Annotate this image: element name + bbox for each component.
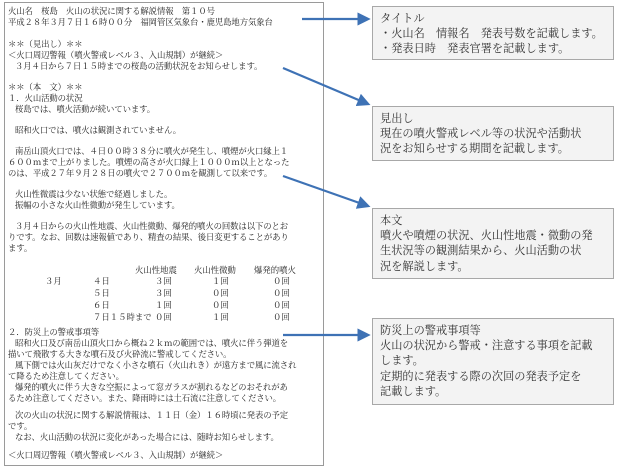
section2-title: ２．防災上の警戒事項等 — [8, 327, 100, 337]
table-cell: ０回 — [212, 300, 229, 310]
table-cell: ０回 — [155, 312, 172, 322]
table-cell: ３回 — [155, 288, 172, 298]
s1-paragraph: 火山性微震は少ない状態で経過しました。 — [15, 189, 173, 199]
arrow-midashi — [283, 68, 368, 104]
annotation-bousai-box — [372, 318, 614, 405]
s1-paragraph: 南岳山頂火口では、４日００時３８分に噴火が発生し、噴煙が火口縁上１ — [15, 146, 289, 156]
table-cell: ０回 — [212, 288, 229, 298]
issued-datetime: 平成２８年３月７日１６時００分 福岡管区気象台・鹿児島地方気象台 — [8, 17, 273, 27]
s2-paragraph: です。 — [8, 421, 33, 431]
s1-paragraph: 桜島では、噴火活動が続いています。 — [15, 104, 156, 114]
s2-paragraph: 描いて飛散する大きな噴石及び火砕流に警戒してください。 — [8, 349, 232, 359]
table-cell: ０回 — [273, 300, 290, 310]
s1-paragraph: 昭和火口では、噴火は観測されていません。 — [15, 125, 182, 135]
annotation-text: 定期的に発表する際の次回の発表予定を — [380, 369, 582, 383]
document-title: 火山名 桜島 火山の状況に関する解説情報 第１０号 — [8, 6, 215, 16]
annotation-text: 生状況等の観測結果から、火山活動の状 — [380, 244, 582, 258]
s1-paragraph: ３月４日からの火山性地震、火山性微動、爆発的噴火の回数は以下のとお — [15, 221, 289, 231]
table-cell: ０回 — [273, 312, 290, 322]
s2-paragraph: 爆発的噴火に伴う大きな空振によって窓ガラスが割れるなどのおそれがあ — [15, 382, 288, 392]
s1-paragraph: りです。なお、回数は速報値であり、精査の結果、後日変更することがあり — [8, 232, 289, 242]
s2-paragraph: 昭和火口及び南岳山頂火口から概ね２ｋｍの範囲では、噴火に伴う弾道を — [15, 338, 289, 348]
annotation-heading: 見出し — [380, 112, 414, 125]
annotation-heading: 本文 — [380, 214, 403, 227]
honbun-heading: ＊＊（本 文）＊＊ — [8, 82, 83, 92]
s2-paragraph: なお、火山活動の状況に変化があった場合には、随時お知らせします。 — [15, 432, 279, 442]
table-cell: １回 — [212, 276, 229, 286]
annotation-text: 況を解説します。 — [380, 259, 469, 273]
footer-warning-line: ＜火口周辺警報（噴火警戒レベル３、入山規制）が継続＞ — [8, 450, 224, 460]
table-month: ３月 — [45, 276, 62, 286]
annotation-text: 火山の状況から警戒・注意する事項を記載 — [380, 339, 593, 353]
table-header: 火山性微動 — [194, 265, 236, 275]
midashi-heading: ＊＊（見出し）＊＊ — [8, 39, 83, 49]
s1-paragraph: ます。 — [8, 243, 33, 253]
table-cell-date: ７日１５時まで — [93, 312, 152, 322]
annotation-text: します。 — [380, 354, 424, 368]
table-cell: ０回 — [273, 276, 290, 286]
table-cell: １回 — [212, 312, 229, 322]
s1-paragraph: 振幅の小さな火山性微動が発生しています。 — [15, 200, 180, 210]
table-header: 火山性地震 — [135, 265, 177, 275]
table-cell-date: ４日 — [93, 276, 110, 286]
table-cell: ３回 — [155, 276, 172, 286]
annotation-text: 現在の噴火警戒レベル等の状況や活動状 — [380, 127, 582, 141]
s1-paragraph: のは、平成２７年９月２８日の噴火で２７００ｍを観測して以来です。 — [8, 168, 273, 178]
annotation-midashi-box — [372, 106, 614, 161]
s2-paragraph: るため注意してください。また、降雨時には土石流に注意してください。 — [8, 393, 282, 403]
annotation-heading: タイトル — [380, 12, 425, 25]
table-header: 爆発的噴火 — [254, 265, 296, 275]
arrow-honbun — [283, 176, 368, 206]
annotation-text: 記載します。 — [380, 384, 447, 398]
annotation-text: 況をお知らせする期間を記載します。 — [380, 142, 569, 156]
s2-paragraph: て降るため注意してください。 — [8, 371, 124, 381]
s2-paragraph: 風下側では火山灰だけでなく小さな噴石（火山れき）が遠方まで風に流され — [15, 360, 297, 370]
table-cell-date: ５日 — [93, 288, 110, 298]
s2-paragraph: 次の火山の状況に関する解説情報は、１１日（金）１６時頃に発表の予定 — [15, 410, 289, 420]
warning-status-line: ＜火口周辺警報（噴火警戒レベル３、入山規制）が継続＞ — [8, 50, 224, 60]
midashi-period-line: ３月４日から７日１５時までの桜島の活動状況をお知らせします。 — [15, 61, 263, 71]
annotation-text: ・発表日時 発表官署を記載します。 — [380, 42, 570, 56]
annotation-honbun-box — [372, 208, 614, 279]
section1-title: １．火山活動の状況 — [8, 93, 83, 103]
annotation-title-box — [372, 6, 614, 60]
table-cell: ０回 — [273, 288, 290, 298]
annotation-text: 噴火や噴煙の状況、火山性地震・微動の発 — [380, 229, 593, 243]
table-cell-date: ６日 — [93, 300, 110, 310]
table-cell: １回 — [155, 300, 172, 310]
annotation-text: ・火山名 情報名 発表号数を記載します。 — [380, 27, 603, 41]
s1-paragraph: ６００ｍまで上がりました。噴煙の高さが火口縁上１０００ｍ以上となった — [8, 157, 290, 167]
annotation-heading: 防災上の警戒事項等 — [380, 324, 481, 337]
